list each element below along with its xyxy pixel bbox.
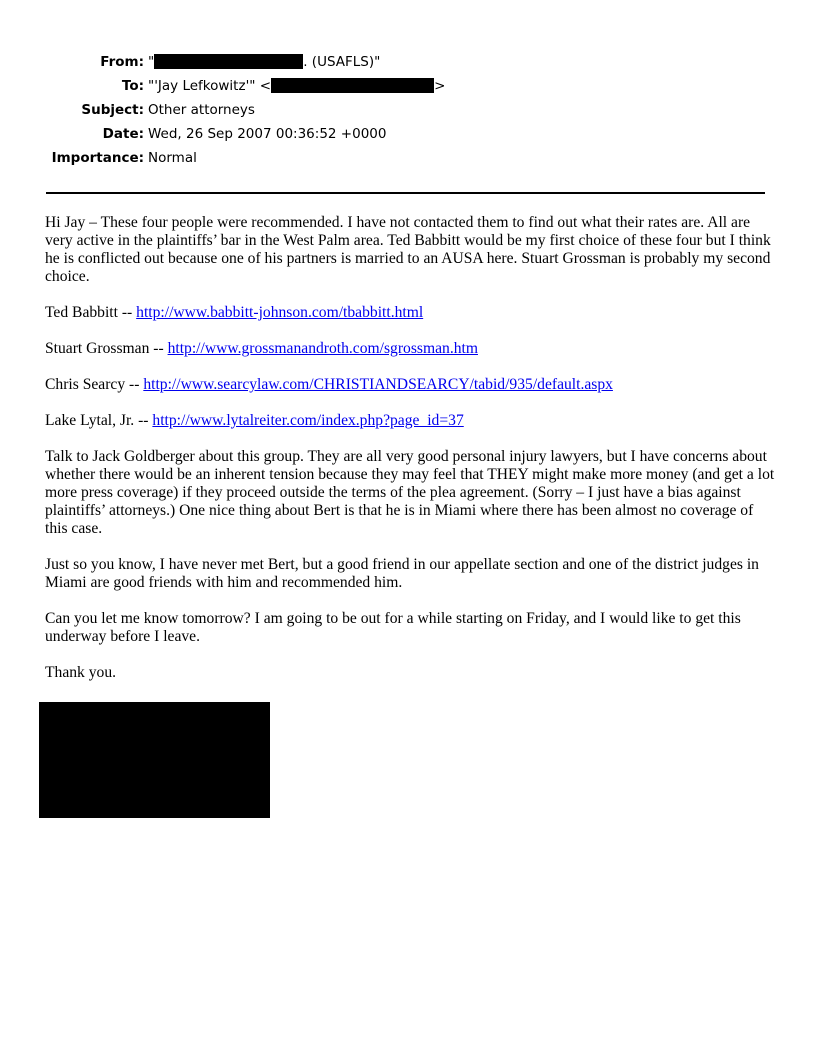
to-value (148, 76, 445, 96)
from-prefix: " (148, 54, 155, 70)
importance-value: Normal (148, 150, 197, 166)
attorney-item (45, 304, 775, 322)
bert-paragraph: Just so you know, I have never met Bert, but a good friend in our appellate section and one of the district judges in Miami are good friends with him and recommended him. (45, 556, 759, 591)
attorney-name: Ted Babbitt -- (45, 304, 137, 321)
redaction-block (271, 78, 434, 93)
email-header (0, 52, 816, 172)
attorney-item (45, 412, 775, 430)
importance-label: Importance: (51, 150, 144, 166)
attorney-name: Lake Lytal, Jr. -- (45, 412, 153, 429)
importance-row (0, 148, 816, 172)
attorney-link[interactable]: http://www.lytalreiter.com/index.php?page_id=37 (152, 412, 464, 429)
attorney-item (45, 340, 775, 358)
attorney-link[interactable]: http://www.babbitt-johnson.com/tbabbitt.html (136, 304, 424, 321)
attorney-item (45, 376, 775, 394)
date-value: Wed, 26 Sep 2007 00:36:52 +0000 (148, 126, 387, 142)
signature-redaction-block (39, 702, 270, 818)
header-divider (46, 192, 765, 194)
subject-label: Subject: (81, 102, 144, 118)
request-paragraph: Can you let me know tomorrow? I am going to be out for a while starting on Friday, and I would like to get this underway before I leave. (45, 610, 741, 645)
attorney-name: Stuart Grossman -- (45, 340, 168, 357)
subject-row (0, 100, 816, 124)
to-suffix: > (434, 78, 446, 94)
attorney-name: Chris Searcy -- (45, 376, 144, 393)
goldberger-paragraph: Talk to Jack Goldberger about this group. They are all very good personal injury lawyers, but I have concerns about whether there would be an inherent tension because they may feel that THEY might make more money (and get a lot more press coverage) if they proceed outside the terms of the plea agreement. (Sorry – I just have a bias against plaintiffs’ attorneys.) One nice thing about Bert is that he is in Miami where there has been almost no coverage of this case. (45, 448, 775, 537)
intro-paragraph: Hi Jay – These four people were recommended. I have not contacted them to find out what their rates are. All are very active in the plaintiffs’ bar in the West Palm area. Ted Babbitt would be my first choice of these four but I think he is conflicted out because one of his partners is married to an AUSA here. Stuart Grossman is probably my second choice. (45, 214, 771, 285)
from-value (148, 52, 380, 72)
attorney-link[interactable]: http://www.grossmanandroth.com/sgrossman.htm (167, 340, 478, 357)
to-label: To: (121, 78, 144, 94)
redaction-block (154, 54, 303, 69)
from-label: From: (100, 54, 144, 70)
to-prefix: "'Jay Lefkowitz'" < (148, 78, 272, 94)
date-label: Date: (102, 126, 144, 142)
from-row (0, 52, 816, 76)
from-suffix: . (USAFLS)" (303, 54, 381, 70)
closing-text: Thank you. (45, 664, 117, 681)
date-row (0, 124, 816, 148)
email-body (45, 214, 775, 700)
subject-value: Other attorneys (148, 102, 255, 118)
attorney-link[interactable]: http://www.searcylaw.com/CHRISTIANDSEARCY/tabid/935/default.aspx (143, 376, 613, 393)
to-row (0, 76, 816, 100)
